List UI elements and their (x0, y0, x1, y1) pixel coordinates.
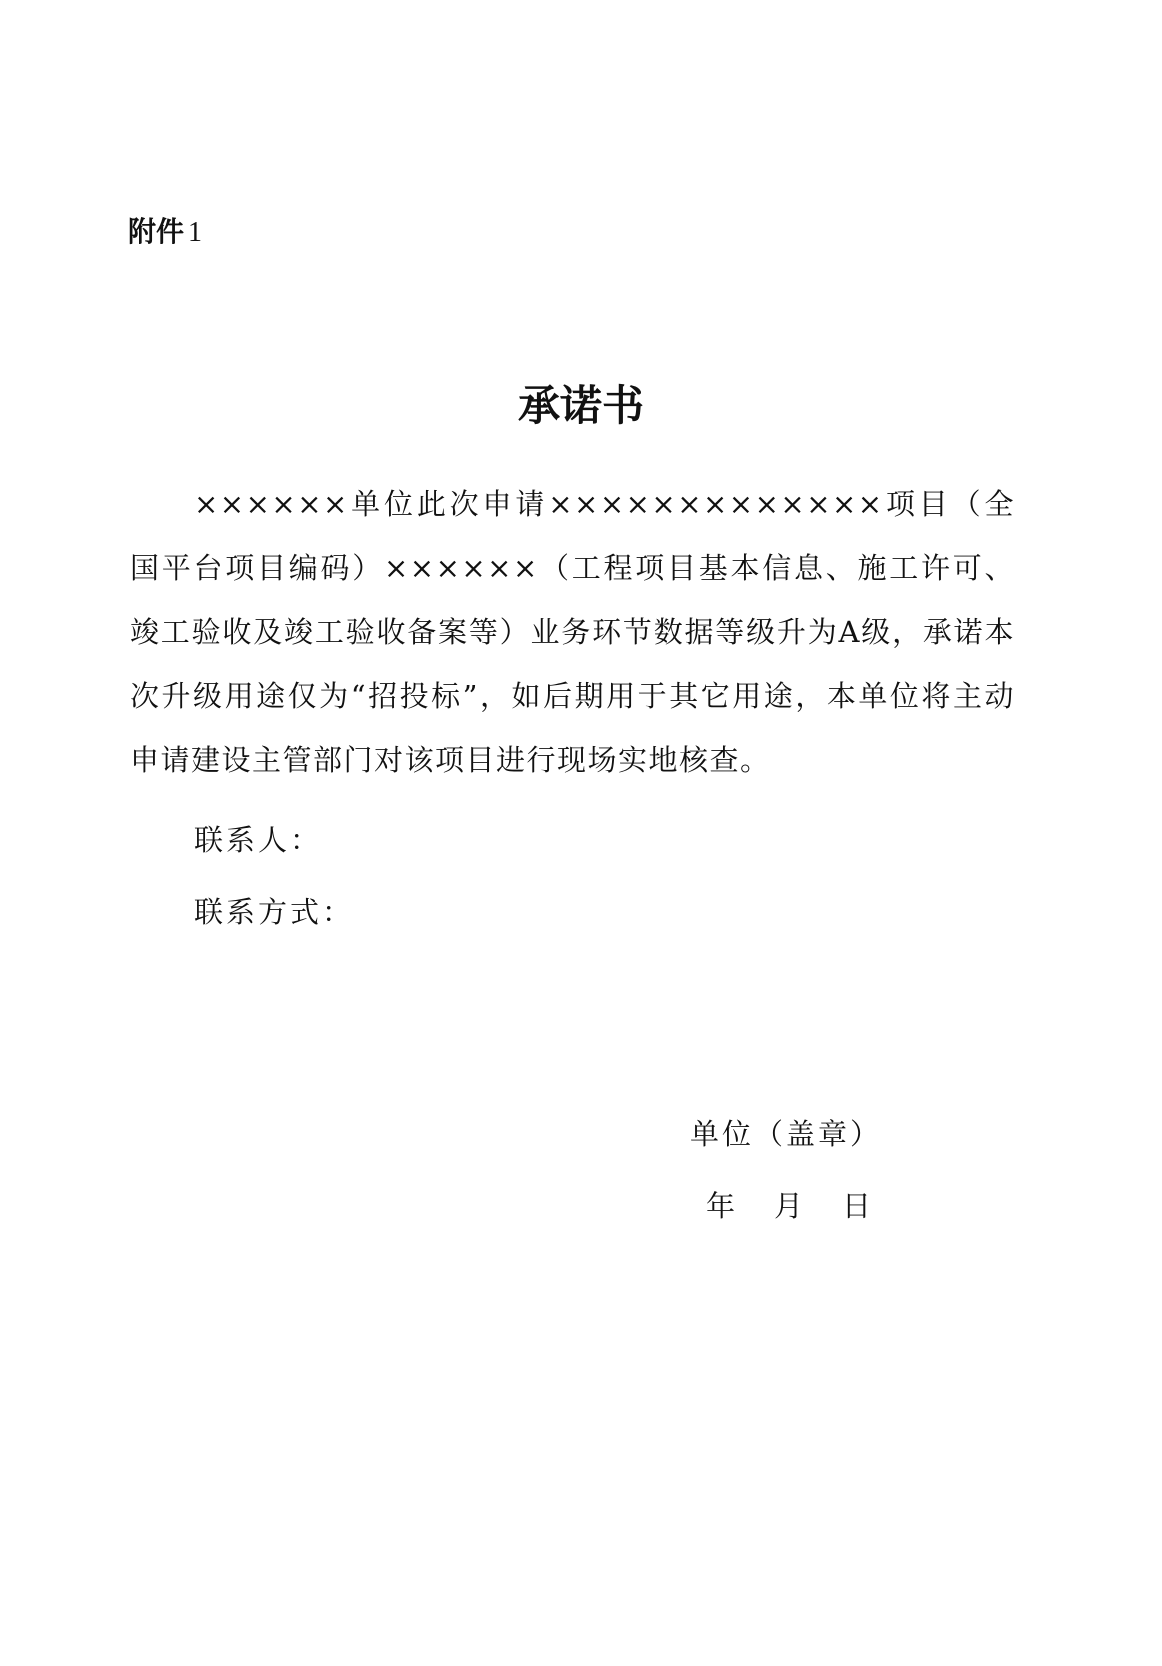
date-month-label: 月 (774, 1189, 807, 1223)
date-day-label: 日 (842, 1189, 875, 1223)
attachment-label-text: 附件 (128, 215, 185, 248)
date-year-label: 年 (706, 1189, 739, 1223)
commitment-paragraph: ××××××单位此次申请×××××××××××××项目（全国平台项目编码）××××××（工程项目基本信息、施工许可、竣工验收及竣工验收备案等）业务环节数据等级升为A级，承诺本次升级用途仅为“招投标”，如后期用于其它用途，本单位将主动申请建设主管部门对该项目进行现场实地核查。 (130, 487, 1015, 777)
signature-date (706, 1186, 874, 1226)
attachment-label (128, 214, 202, 251)
contact-method-label: 联系方式： (194, 895, 355, 929)
document-title: 承诺书 (517, 381, 644, 430)
attachment-number: 1 (188, 217, 203, 248)
contact-person-label: 联系人： (194, 823, 323, 857)
signature-unit-label: 单位（盖章） (690, 1117, 883, 1151)
commitment-body (130, 472, 1015, 792)
